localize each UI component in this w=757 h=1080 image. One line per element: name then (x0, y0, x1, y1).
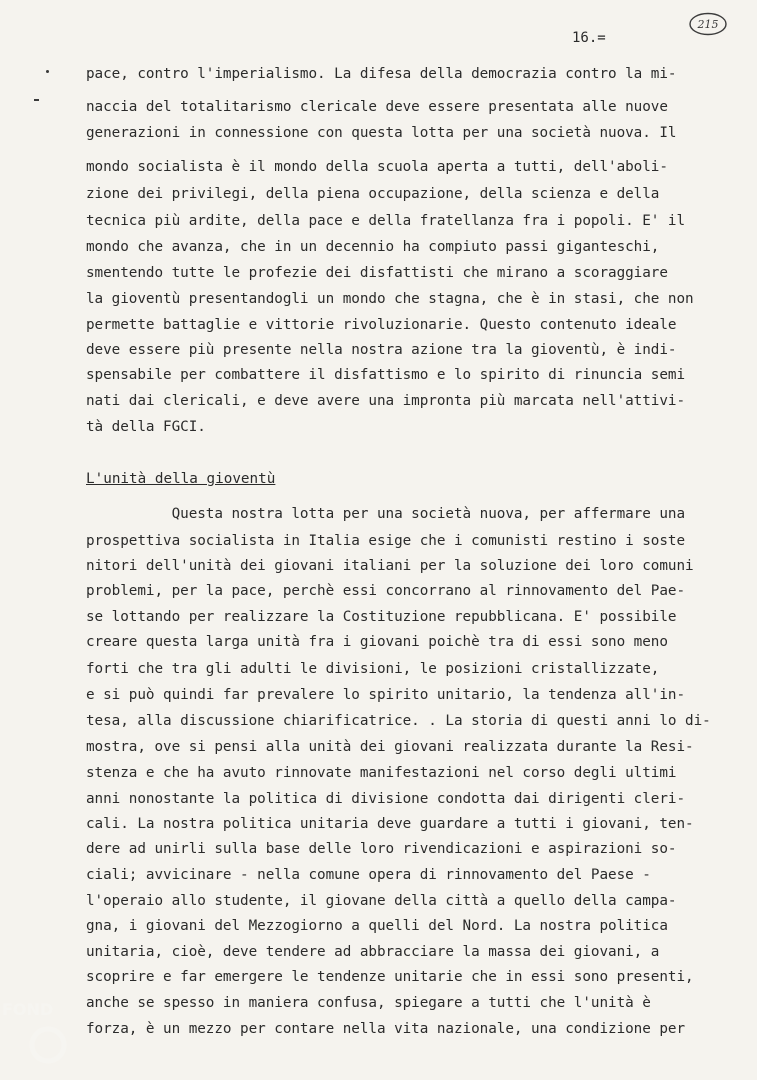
text-line: mostra, ove si pensi alla unità dei giovani realizzata durante la Resi- (86, 739, 694, 755)
text-line: spensabile per combattere il disfattismo e lo spirito di rinuncia semi (86, 367, 686, 383)
margin-dash (34, 99, 39, 101)
text-line: naccia del totalitarismo clericale deve essere presentata alle nuove (86, 99, 668, 115)
text-line: permette battaglie e vittorie rivoluzionarie. Questo contenuto ideale (86, 317, 677, 333)
text-line: nitori dell'unità dei giovani italiani per la soluzione dei loro comuni (86, 558, 694, 574)
text-line: tesa, alla discussione chiarificatrice. . La storia di questi anni lo di- (86, 713, 711, 729)
svg-text:FOND: FOND (2, 1000, 54, 1019)
text-line: anni nonostante la politica di divisione condotta dai dirigenti cleri- (86, 791, 686, 807)
text-line: anche se spesso in maniera confusa, spiegare a tutti che l'unità è (86, 995, 651, 1011)
text-line: pace, contro l'imperialismo. La difesa della democrazia contro la mi- (86, 66, 677, 82)
text-line: forza, è un mezzo per contare nella vita nazionale, una condizione per (86, 1021, 686, 1037)
text-line: prospettiva socialista in Italia esige che i comunisti restino i soste (86, 533, 686, 549)
page-number: 16.= (572, 30, 606, 46)
text-line: forti che tra gli adulti le divisioni, le posizioni cristallizzate, (86, 661, 660, 677)
text-line: gna, i giovani del Mezzogiorno a quelli del Nord. La nostra politica (86, 918, 668, 934)
text-line: smentendo tutte le profezie dei disfattisti che mirano a scoraggiare (86, 265, 668, 281)
text-line: nati dai clericali, e deve avere una impronta più marcata nell'attivi- (86, 393, 686, 409)
text-line: tecnica più ardite, della pace e della fratellanza fra i popoli. E' il (86, 213, 686, 229)
stamp-number: 215 (697, 18, 719, 31)
text-line: la gioventù presentandogli un mondo che stagna, che è in stasi, che non (86, 291, 694, 307)
margin-dot (46, 70, 49, 73)
text-line: mondo che avanza, che in un decennio ha compiuto passi giganteschi, (86, 239, 660, 255)
text-line: se lottando per realizzare la Costituzione repubblicana. E' possibile (86, 609, 677, 625)
text-line: deve essere più presente nella nostra azione tra la gioventù, è indi- (86, 342, 677, 358)
section-heading: L'unità della gioventù (86, 471, 276, 487)
text-line: creare questa larga unità fra i giovani poichè tra di essi sono meno (86, 634, 668, 650)
text-line: mondo socialista è il mondo della scuola aperta a tutti, dell'aboli- (86, 159, 668, 175)
stamp-oval-icon (688, 11, 728, 37)
text-line: zione dei privilegi, della piena occupazione, della scienza e della (86, 186, 660, 202)
text-line: scoprire e far emergere le tendenze unitarie che in essi sono presenti, (86, 969, 694, 985)
text-line: ciali; avvicinare - nella comune opera di rinnovamento del Paese - (86, 867, 651, 883)
text-line: Questa nostra lotta per una società nuova, per affermare una (86, 506, 686, 522)
text-line: tà della FGCI. (86, 419, 206, 435)
text-line: generazioni in connessione con questa lotta per una società nuova. Il (86, 125, 677, 141)
text-line: l'operaio allo studente, il giovane della città a quello della campa- (86, 893, 677, 909)
text-line: dere ad unirli sulla base delle loro rivendicazioni e aspirazioni so- (86, 841, 677, 857)
text-line: e si può quindi far prevalere lo spirito unitario, la tendenza all'in- (86, 687, 686, 703)
text-line: stenza e che ha avuto rinnovate manifestazioni nel corso degli ultimi (86, 765, 677, 781)
archive-watermark (0, 995, 70, 1080)
archive-stamp (688, 11, 728, 37)
text-line: cali. La nostra politica unitaria deve guardare a tutti i giovani, ten- (86, 816, 694, 832)
text-line: unitaria, cioè, deve tendere ad abbracciare la massa dei giovani, a (86, 944, 660, 960)
text-line: problemi, per la pace, perchè essi concorrano al rinnovamento del Pae- (86, 583, 686, 599)
